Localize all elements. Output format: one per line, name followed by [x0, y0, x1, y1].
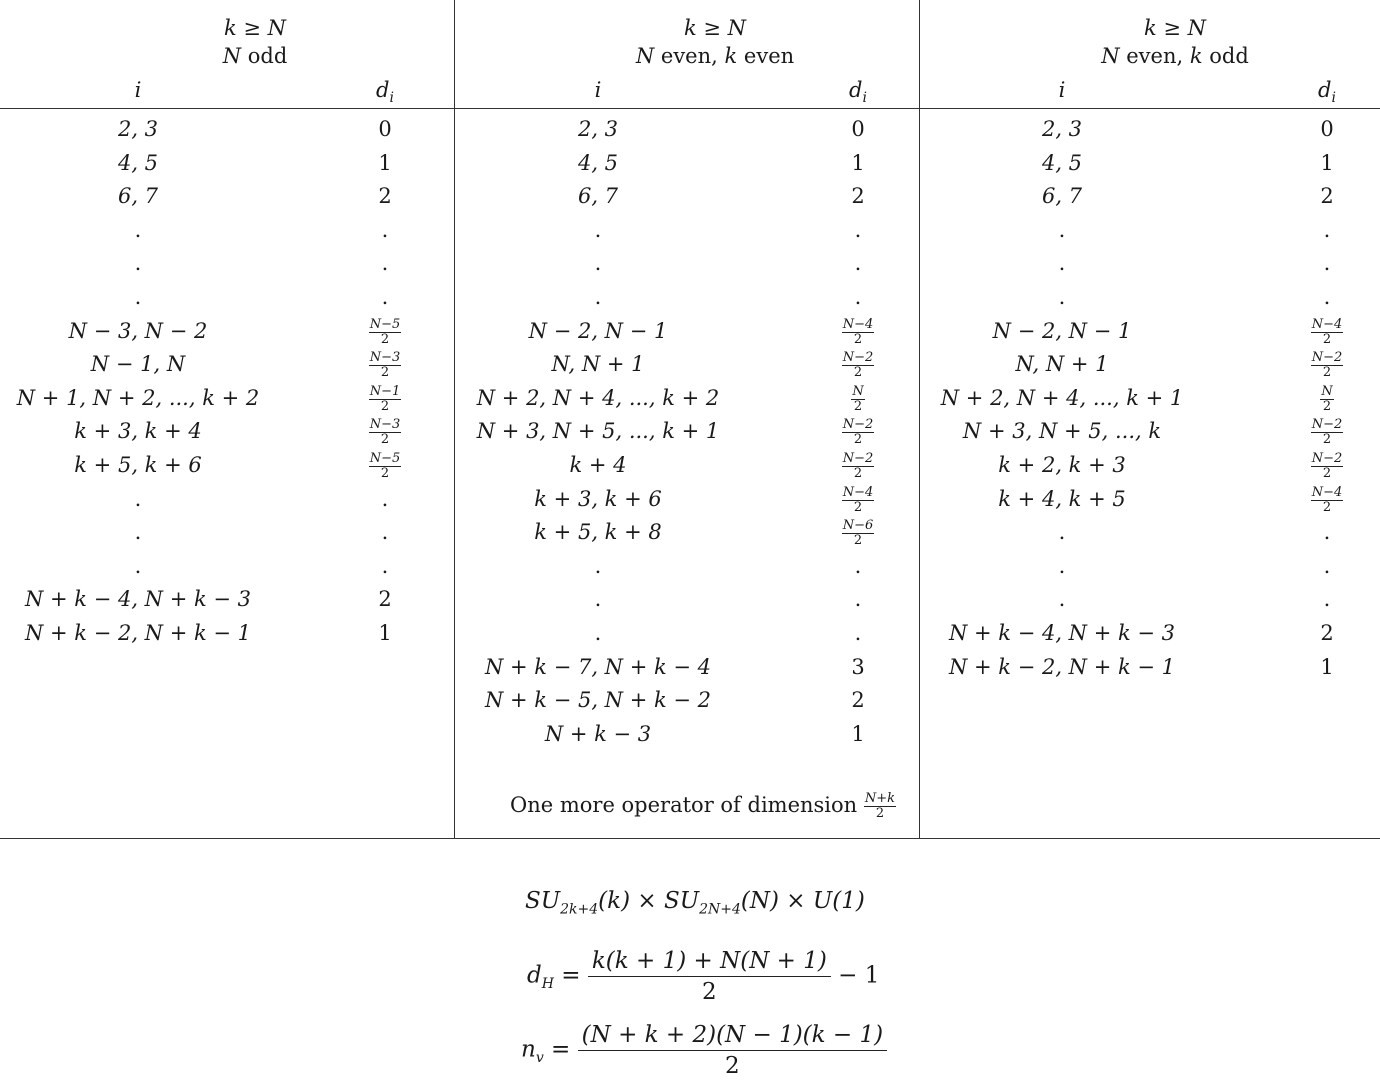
heading-condition: k ≥ N [683, 16, 747, 40]
dimension-fraction: $\frac{N-2}{2}$ [842, 350, 874, 381]
index-cell: . [134, 486, 142, 511]
dimension-cell: 1 [1320, 654, 1334, 679]
dH-formula: $d_H$ = $\frac{k(k + 1) + N(N + 1)}{2}$ − 1 [527, 948, 880, 1005]
index-cell: N + k − 5, N + k − 2 [484, 688, 712, 713]
panel-n-even-k-odd [920, 0, 1380, 838]
bottom-rule [0, 838, 1380, 839]
index-cell: . [1058, 285, 1066, 309]
index-cell: N − 2, N − 1 [992, 318, 1132, 343]
index-cell: k + 5, k + 6 [74, 453, 202, 477]
index-cell: N + k − 2, N + k − 1 [948, 654, 1176, 679]
dimension-cell [1287, 449, 1367, 481]
index-cell: k + 3, k + 4 [74, 419, 202, 444]
index-cell: . [134, 251, 142, 276]
index-cell: N + 3, N + 5, ..., k [962, 419, 1162, 444]
dimension-fraction: $\frac{N-2}{2}$ [1311, 417, 1343, 448]
dimension-cell [1287, 348, 1367, 380]
index-cell: N + 3, N + 5, ..., k + 1 [476, 419, 720, 444]
index-cell: . [1058, 520, 1066, 545]
index-cell: 6, 7 [117, 184, 159, 209]
dimension-cell: . [854, 553, 862, 578]
index-cell: 4, 5 [1041, 150, 1083, 175]
dimension-cell: . [381, 285, 389, 309]
dimension-cell: 2 [851, 184, 865, 209]
dimension-cell: . [1323, 553, 1331, 578]
dimension-cell: 3 [851, 654, 865, 679]
nv-formula: $n_v$ = $\frac{(N + k + 2)(N - 1)(k - 1)}{2}$ [521, 1022, 887, 1079]
dimension-cell: . [854, 251, 862, 276]
dimension-cell: 1 [378, 621, 392, 645]
index-cell: . [594, 285, 602, 309]
index-cell: k + 4, k + 5 [998, 486, 1126, 511]
dimension-cell: 2 [1320, 184, 1334, 209]
index-cell: N, N + 1 [1015, 352, 1109, 377]
dimension-cell: 1 [378, 150, 392, 175]
dimension-cell: 0 [851, 117, 865, 141]
dimension-fraction: $\frac{N-4}{2}$ [842, 484, 874, 515]
index-cell: . [594, 553, 602, 578]
dimension-fraction: $\frac{N-2}{2}$ [1311, 350, 1343, 381]
heading-case: N even, k odd [1101, 44, 1249, 68]
dimension-cell [1287, 483, 1367, 515]
index-cell: . [594, 621, 602, 645]
dimension-fraction: $\frac{N-5}{2}$ [369, 451, 401, 481]
index-cell: . [1058, 553, 1066, 578]
dimension-cell: 2 [1320, 621, 1334, 645]
index-cell: N + k − 3 [544, 721, 652, 746]
index-cell: N − 1, N [90, 352, 186, 377]
panel-heading [140, 14, 370, 70]
dimension-fraction: $\frac{N-4}{2}$ [842, 316, 874, 347]
index-cell: 2, 3 [117, 117, 159, 141]
index-cell: . [134, 553, 142, 578]
index-cell: 6, 7 [577, 184, 619, 209]
dimension-cell: . [1323, 251, 1331, 276]
heading-condition: k ≥ N [223, 16, 287, 40]
index-cell: 4, 5 [117, 150, 159, 175]
index-cell: 4, 5 [577, 150, 619, 175]
dimension-cell: . [1323, 587, 1331, 612]
col-header-d: $d_i$ [1318, 78, 1336, 107]
index-cell: N + 2, N + 4, ..., k + 1 [940, 385, 1184, 410]
index-cell: N + k − 4, N + k − 3 [24, 587, 252, 612]
index-cell: 6, 7 [1041, 184, 1083, 209]
index-cell: k + 5, k + 8 [534, 520, 662, 545]
dimension-fraction: $\frac{N-4}{2}$ [1311, 484, 1343, 515]
dimension-cell: . [381, 520, 389, 545]
index-cell: . [1058, 587, 1066, 612]
panel-n-even-k-even [455, 0, 919, 838]
dimension-cell: 2 [378, 184, 392, 209]
index-cell: . [594, 217, 602, 242]
dimension-cell: 2 [851, 688, 865, 713]
col-header-i: i [134, 78, 142, 102]
index-cell: k + 3, k + 6 [534, 486, 662, 511]
dimension-cell: . [1323, 520, 1331, 545]
dimension-cell: . [854, 217, 862, 242]
index-cell: . [1058, 217, 1066, 242]
dimension-fraction: $\frac{N-4}{2}$ [1311, 316, 1343, 347]
index-cell: . [1058, 251, 1066, 276]
index-cell: N + k − 2, N + k − 1 [24, 621, 252, 645]
index-cell: N + 1, N + 2, ..., k + 2 [16, 385, 260, 410]
heading-case: N even, k even [635, 44, 795, 68]
dimension-fraction: $\frac{N-5}{2}$ [369, 316, 401, 347]
dimension-fraction: $\frac{N-6}{2}$ [842, 518, 874, 549]
dimension-cell [1287, 315, 1367, 347]
index-cell: . [594, 251, 602, 276]
index-cell: k + 2, k + 3 [998, 453, 1126, 477]
index-cell: N − 2, N − 1 [528, 318, 668, 343]
index-cell: . [134, 217, 142, 242]
index-cell: 2, 3 [577, 117, 619, 141]
dimension-cell: 0 [1320, 117, 1334, 141]
col-header-i: i [1058, 78, 1066, 102]
dimension-cell: . [854, 285, 862, 309]
symmetry-group: $SU_{2k+4}(k) \times SU_{2N+4}(N) \times U(1)$ [525, 888, 865, 918]
dimension-cell: . [381, 553, 389, 578]
dimension-fraction: $\frac{N}{2}$ [852, 383, 864, 414]
dimension-cell: . [381, 217, 389, 242]
index-cell: N + k − 7, N + k − 4 [484, 654, 712, 679]
heading-case: N odd [222, 44, 288, 68]
index-cell: N, N + 1 [551, 352, 645, 377]
dimension-cell: 2 [378, 587, 392, 612]
col-header-d: $d_i$ [376, 78, 394, 107]
index-cell: . [134, 285, 142, 309]
dimension-cell: . [381, 486, 389, 511]
index-cell: . [594, 587, 602, 612]
dimension-fraction: $\frac{N}{2}$ [1321, 383, 1333, 414]
heading-condition: k ≥ N [1143, 16, 1207, 40]
index-cell: . [134, 520, 142, 545]
col-header-d: $d_i$ [849, 78, 867, 107]
dimension-fraction: $\frac{N-2}{2}$ [842, 451, 874, 481]
dimension-cell: . [1323, 285, 1331, 309]
dimension-cell: . [381, 251, 389, 276]
index-cell: N + 2, N + 4, ..., k + 2 [476, 385, 720, 410]
dimension-cell: 1 [1320, 150, 1334, 175]
dimension-fraction: $\frac{N-3}{2}$ [369, 350, 401, 381]
index-cell: N + k − 4, N + k − 3 [948, 621, 1176, 645]
dimension-cell: 1 [851, 721, 865, 746]
dimension-fraction: $\frac{N-2}{2}$ [1311, 451, 1343, 481]
panel-n-odd [0, 0, 454, 838]
dimension-cell: 1 [851, 150, 865, 175]
dimension-cell: 0 [378, 117, 392, 141]
index-cell: k + 4 [569, 453, 627, 477]
dimension-cell: . [1323, 217, 1331, 242]
panel-heading [595, 14, 835, 70]
dimension-cell: . [854, 587, 862, 612]
col-header-i: i [594, 78, 602, 102]
panel-heading [1055, 14, 1295, 70]
dimension-fraction: $\frac{N-3}{2}$ [369, 417, 401, 448]
extra-operator-note: One more operator of dimension $\frac{N+k}{2}$ [510, 791, 896, 821]
dimension-cell: . [854, 621, 862, 645]
dimension-fraction: $\frac{N-1}{2}$ [369, 383, 401, 414]
index-cell: N − 3, N − 2 [68, 318, 208, 343]
index-cell: 2, 3 [1041, 117, 1083, 141]
dimension-cell [1287, 382, 1367, 414]
dimension-cell [1287, 415, 1367, 447]
dimension-fraction: $\frac{N-2}{2}$ [842, 417, 874, 448]
